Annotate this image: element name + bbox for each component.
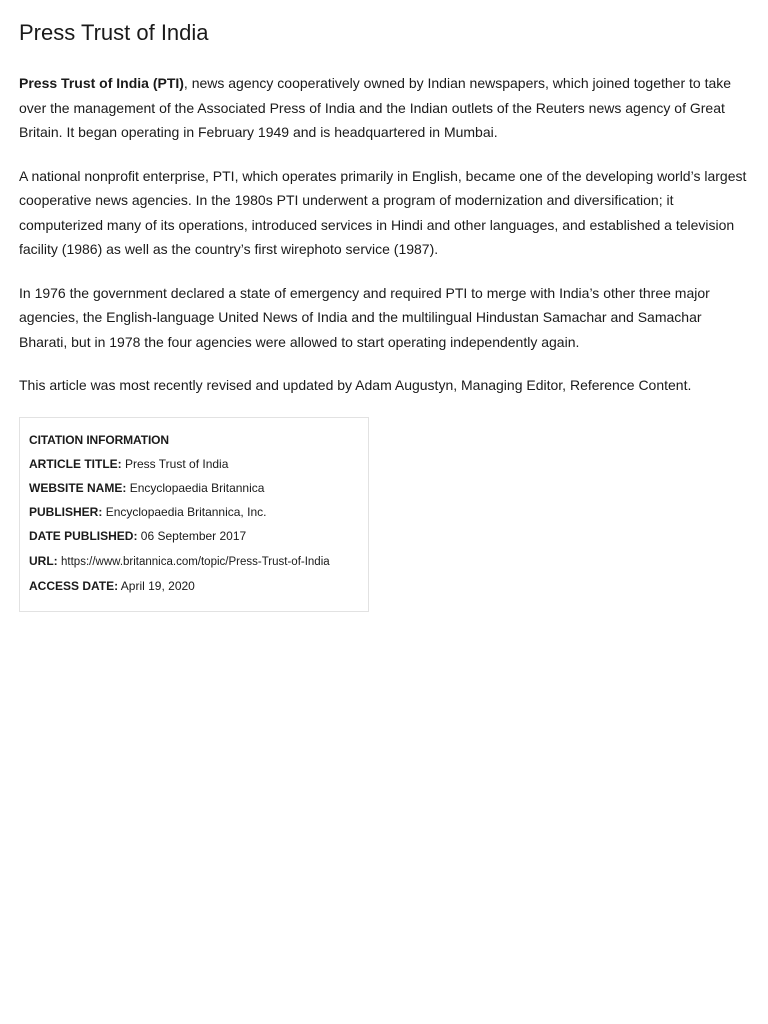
citation-row-publisher <box>29 500 359 524</box>
citation-value: Encyclopaedia Britannica <box>129 480 265 495</box>
paragraph-history: A national nonprofit enterprise, PTI, which operates primarily in English, became one of the developing world’s largest cooperative news agencies. In the 1980s PTI underwent a program of modernization and diversification; it computerized many of its operations, introduced services in Hindi and other languages, and established a television facility (1986) as well as the country’s first wirephoto service (1987). <box>19 167 747 257</box>
citation-row-url <box>29 549 359 574</box>
article-lead-term: Press Trust of India (PTI) <box>19 75 184 91</box>
citation-value: 06 September 2017 <box>140 529 247 544</box>
citation-row-access-date <box>29 574 359 598</box>
citation-label: PUBLISHER: <box>29 505 103 520</box>
citation-value: April 19, 2020 <box>120 578 195 593</box>
citation-row-date-published <box>29 524 359 548</box>
paragraph-intro <box>19 71 749 145</box>
page-title: Press Trust of India <box>19 20 209 45</box>
citation-label: DATE PUBLISHED: <box>29 529 138 544</box>
citation-row-article-title <box>29 452 359 476</box>
citation-heading: CITATION INFORMATION <box>29 432 169 447</box>
revision-note: This article was most recently revised and updated by Adam Augustyn, Managing Editor, Reference Content. <box>19 377 692 393</box>
citation-url-value[interactable]: https://www.britannica.com/topic/Press-Trust-of-India <box>61 555 330 568</box>
citation-label: ACCESS DATE: <box>29 578 119 593</box>
citation-label: ARTICLE TITLE: <box>29 456 122 471</box>
citation-label: WEBSITE NAME: <box>29 480 127 495</box>
citation-box <box>19 417 369 612</box>
paragraph-emergency: In 1976 the government declared a state of emergency and required PTI to merge with India’s other three major agencies, the English-language United News of India and the multilingual Hindustan Samachar and Samachar Bharati, but in 1978 the four agencies were allowed to start operating independently again. <box>19 284 710 350</box>
citation-row-website-name <box>29 476 359 500</box>
citation-value: Press Trust of India <box>125 456 229 471</box>
paragraph-intro-text: , news agency cooperatively owned by Indian newspapers, which joined together to take over the management of the Associated Press of India and the Indian outlets of the Reuters news agency of Great Britain. It began operating in February 1949 and is headquartered in Mumbai. <box>19 75 732 140</box>
citation-label: URL: <box>29 553 58 568</box>
citation-value: Encyclopaedia Britannica, Inc. <box>105 505 267 520</box>
